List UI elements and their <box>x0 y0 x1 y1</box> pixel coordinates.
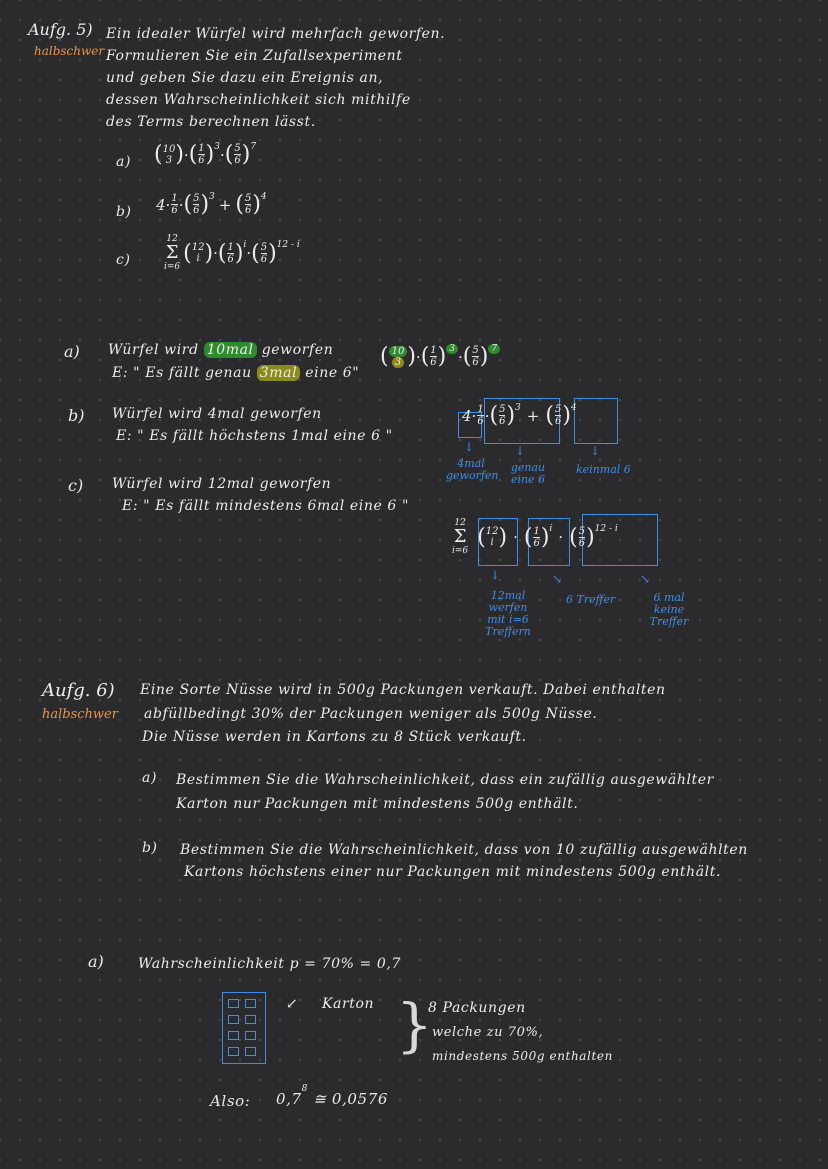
arrow-down-icon: ↓ <box>464 440 475 454</box>
term-c: 12 Σ i=6 ( 12 i ) · ( $\frac{1}{6}$ ) i · ( $\frac{5}{6}$ ) 12 - i <box>164 234 300 272</box>
solution5-b-term: 4 · $\frac{1}{6}$ · ( $\frac{5}{6}$ ) 3 + ( $\frac{5}{6}$ ) 4 <box>462 402 577 428</box>
task5-line-3: und geben Sie dazu ein Ereignis an, <box>106 70 384 86</box>
task6-b-line-2: Kartons höchstens einer nur Packungen mit mindestens 500g enthält. <box>184 864 722 880</box>
solution5-b-line-2: E: " Es fällt höchstens 1mal eine 6 " <box>116 428 393 444</box>
term-a-label: a) <box>116 154 132 170</box>
solution5-a-term: ( 10 3 ) · ( $\frac{1}{6}$ ) 3 · ( $\frac{5}{6}$ ) 7 <box>380 344 500 369</box>
solution5-a-line-1: Würfel wird 10mal geworfen <box>108 342 334 358</box>
task6-b-label: b) <box>142 840 158 856</box>
solution5-a-line-2: E: " Es fällt genau 3mal eine 6" <box>112 365 360 381</box>
also-label: Also: <box>210 1092 251 1110</box>
note-6mal-keine: 6 mal keine Treffer <box>649 591 689 628</box>
term-b-label: b) <box>116 204 132 220</box>
brace-icon: } <box>396 991 433 1059</box>
arrow-left-icon: ↙ <box>286 996 299 1012</box>
brace-line-2: welche zu 70%, <box>432 1025 544 1040</box>
task6-a-line-2: Karton nur Packungen mit mindestens 500g enthält. <box>176 796 579 812</box>
solution5-a-label: a) <box>64 342 80 361</box>
term-c-label: c) <box>116 252 131 268</box>
note-genau: genau eine 6 <box>510 461 546 486</box>
task5-level: halbschwer <box>34 44 105 58</box>
karton-icon <box>222 992 266 1064</box>
box-none <box>574 398 618 444</box>
task5-line-5: des Terms berechnen lässt. <box>106 114 316 130</box>
arrow-down-icon: ↓ <box>515 444 526 458</box>
task6-label: Aufg. 6) <box>42 680 115 701</box>
solution5-c-line-2: E: " Es fällt mindestens 6mal eine 6 " <box>122 498 410 514</box>
solution5-b-label: b) <box>68 406 85 425</box>
karton-label: Karton <box>322 996 375 1012</box>
term-a: ( 10 3 ) · ( $\frac{1}{6}$ ) 3 · ( $\frac{5}{6}$ ) 7 <box>154 141 257 167</box>
solution6-prob: Wahrscheinlichkeit p = 70% = 0,7 <box>138 956 401 972</box>
task6-b-line-1: Bestimmen Sie die Wahrscheinlichkeit, dass von 10 zufällig ausgewählten <box>180 842 748 858</box>
highlight-10mal: 10mal <box>204 342 257 358</box>
brace-line-3: mindestens 500g enthalten <box>432 1049 613 1063</box>
solution5-c-line-1: Würfel wird 12mal geworfen <box>112 476 332 492</box>
term-b: 4 · $\frac{1}{6}$ · ( $\frac{5}{6}$ ) 3 + ( $\frac{5}{6}$ ) 4 <box>156 191 267 217</box>
task5-line-1: Ein idealer Würfel wird mehrfach geworfen. <box>106 26 446 42</box>
task5-label: Aufg. 5) <box>28 20 93 39</box>
task6-line-2: abfüllbedingt 30% der Packungen weniger als 500g Nüsse. <box>144 706 598 722</box>
also-result: $0,7^8$ ≅ 0,0576 <box>276 1084 388 1108</box>
arrow-down-icon: ↓ <box>490 568 501 582</box>
arrow-down-right-icon: ↘ <box>552 572 563 586</box>
note-12mal: 12mal werfen mit i=6 Treffern <box>485 589 531 638</box>
task5-line-2: Formulieren Sie ein Zufallsexperiment <box>106 48 403 64</box>
task6-line-3: Die Nüsse werden in Kartons zu 8 Stück verkauft. <box>142 729 527 745</box>
task5-line-4: dessen Wahrscheinlichkeit sich mithilfe <box>106 92 411 108</box>
task6-level: halbschwer <box>42 707 118 722</box>
task6-a-line-1: Bestimmen Sie die Wahrscheinlichkeit, dass ein zufällig ausgewählter <box>176 772 714 788</box>
highlight-3mal: 3mal <box>257 365 300 381</box>
arrow-down-right-icon: ↘ <box>640 572 651 586</box>
note-4mal: 4mal geworfen <box>446 457 499 482</box>
solution5-b-line-1: Würfel wird 4mal geworfen <box>112 406 322 422</box>
solution6-a-label: a) <box>88 952 104 971</box>
task6-a-label: a) <box>142 770 158 786</box>
solution5-c-term: 12 Σ i=6 ( 12 i ) · ( $\frac{1}{6}$ ) i · ( $\frac{5}{6}$ ) 12 - i <box>452 518 618 556</box>
brace-line-1: 8 Packungen <box>428 1000 526 1016</box>
task6-line-1: Eine Sorte Nüsse wird in 500g Packungen verkauft. Dabei enthalten <box>140 682 666 698</box>
arrow-down-icon: ↓ <box>590 444 601 458</box>
note-6-treffer: 6 Treffer <box>566 593 616 606</box>
solution5-c-label: c) <box>68 476 84 495</box>
note-keinmal: keinmal 6 <box>576 463 631 476</box>
